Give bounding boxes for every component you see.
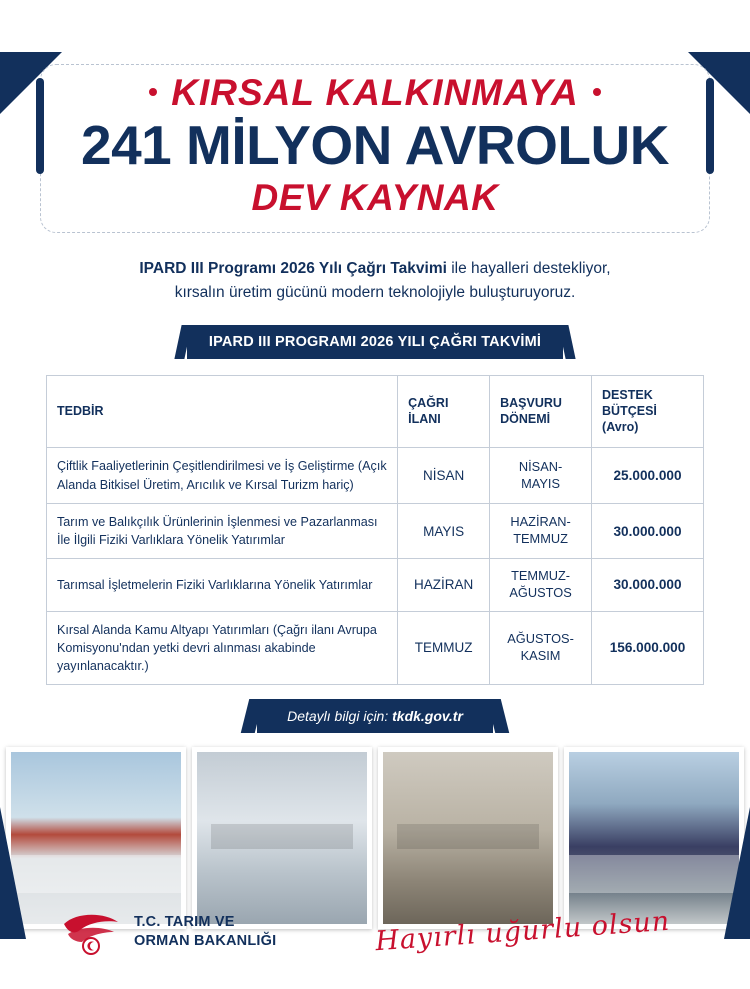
headline-line-1-text: KIRSAL KALKINMAYA (171, 72, 579, 113)
call-calendar-table (46, 375, 704, 685)
table-header-row (47, 376, 704, 448)
cell-period: HAZİRAN-TEMMUZ (490, 503, 592, 559)
table-row (47, 503, 704, 559)
info-bar[interactable] (257, 699, 493, 733)
cell-call: NİSAN (398, 448, 490, 504)
table-row (47, 611, 704, 685)
info-bar-url[interactable]: tkdk.gov.tr (392, 708, 463, 725)
frame-right-bar (706, 78, 714, 174)
cell-budget: 30.000.000 (592, 559, 704, 611)
subtitle (52, 257, 698, 305)
ministry-crest-icon (60, 908, 122, 956)
column-header-budget (592, 376, 704, 448)
ministry-logo-block (60, 908, 276, 956)
subtitle-rest: ile hayalleri destekliyor, (446, 260, 611, 278)
column-header-budget-line1: DESTEK (602, 388, 653, 403)
table-body (47, 448, 704, 685)
cell-measure: Tarım ve Balıkçılık Ürünlerinin İşlenmesi ve Pazarlanması İle İlgili Fiziki Varlıklara Yönelik Yatırımlar (47, 503, 398, 559)
headline-line-1 (50, 74, 700, 113)
cell-budget: 30.000.000 (592, 503, 704, 559)
headline-block (40, 52, 710, 237)
bullet-dot-left-icon (149, 88, 157, 96)
column-header-period (490, 376, 592, 448)
column-header-budget-line2: BÜTÇESİ (Avro) (602, 404, 657, 434)
info-bar-prefix: Detaylı bilgi için: (287, 708, 393, 725)
frame-left-bar (36, 78, 44, 174)
cell-budget: 25.000.000 (592, 448, 704, 504)
table-header (47, 376, 704, 448)
headline-line-3: DEV KAYNAK (238, 177, 513, 219)
cell-period: AĞUSTOS-KASIM (490, 611, 592, 685)
ministry-name-line1: T.C. TARIM VE (134, 913, 235, 930)
cell-call: HAZİRAN (398, 559, 490, 611)
column-header-period-line2: DÖNEMİ (500, 411, 551, 426)
column-header-measure: TEDBİR (47, 376, 398, 448)
table-row (47, 559, 704, 611)
column-header-period-line1: BAŞVURU (500, 396, 562, 411)
cell-call: MAYIS (398, 503, 490, 559)
ministry-name-line2: ORMAN BAKANLIĞI (134, 932, 277, 949)
ministry-name (134, 913, 276, 951)
cell-measure: Kırsal Alanda Kamu Altyapı Yatırımları (Çağrı ilanı Avrupa Komisyonu'ndan yetki devri alınması akabinde yayınlanacaktır.) (47, 611, 398, 685)
column-header-call: ÇAĞRI İLANI (398, 376, 490, 448)
footer (0, 874, 750, 989)
table-row (47, 448, 704, 504)
photo-2-overlay (211, 824, 354, 848)
headline-line-2: 241 MİLYON AVROLUK (81, 113, 669, 176)
cell-budget: 156.000.000 (592, 611, 704, 685)
cell-measure: Çiftlik Faaliyetlerinin Çeşitlendirilmesi ve İş Geliştirme (Açık Alanda Bitkisel Üretim, Arıcılık ve Kırsal Turizm hariç) (47, 448, 398, 504)
bullet-dot-right-icon (593, 88, 601, 96)
subtitle-strong: IPARD III Programı 2026 Yılı Çağrı Takvimi (139, 260, 447, 278)
table-title-ribbon: IPARD III PROGRAMI 2026 YILI ÇAĞRI TAKVİMİ (187, 325, 563, 359)
crest-svg (60, 908, 122, 956)
subtitle-line-2: kırsalın üretim gücünü modern teknolojiyle buluşturuyoruz. (174, 284, 576, 302)
cell-measure: Tarımsal İşletmelerin Fiziki Varlıklarına Yönelik Yatırımlar (47, 559, 398, 611)
closing-script-text: Hayırlı uğurlu olsun (373, 905, 671, 958)
cell-call: TEMMUZ (398, 611, 490, 685)
cell-period: NİSAN-MAYIS (490, 448, 592, 504)
cell-period: TEMMUZ-AĞUSTOS (490, 559, 592, 611)
photo-3-overlay (397, 824, 540, 848)
